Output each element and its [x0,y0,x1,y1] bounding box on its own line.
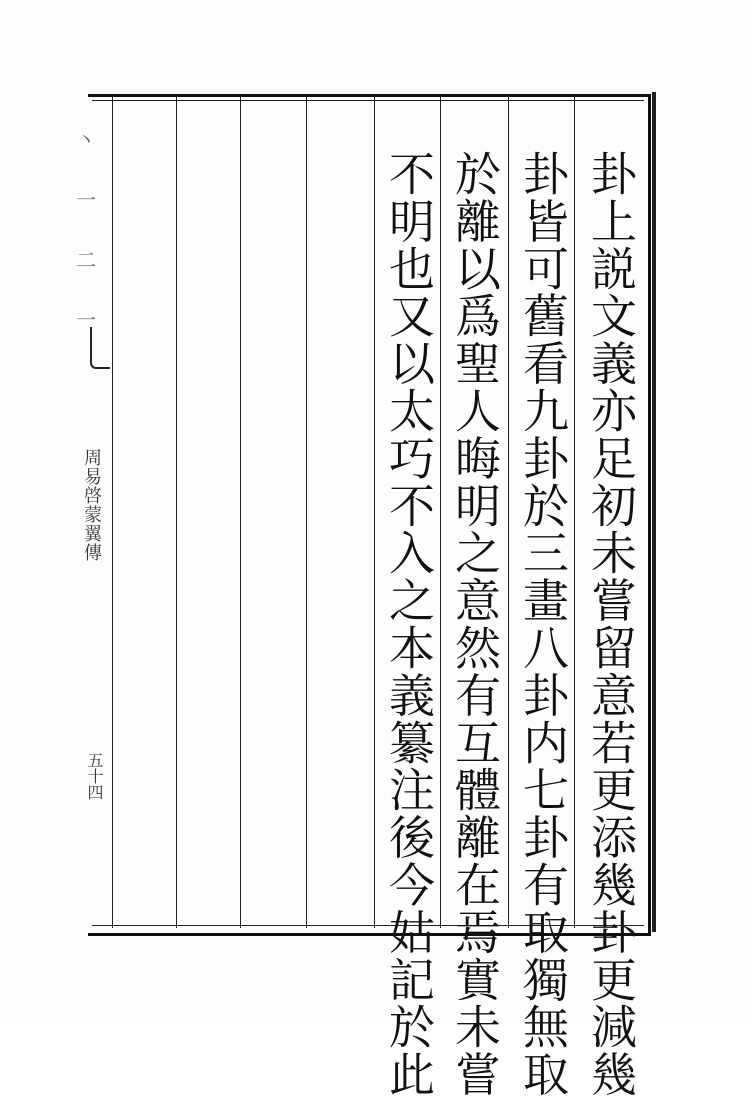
column-rule [574,96,575,928]
column-rule [176,96,177,928]
text-column-3: 於離以爲聖人晦明之意然有互體離在焉實未嘗 [448,150,502,1098]
column-rule [306,96,307,928]
margin-page-number: 五十四 [85,752,104,800]
column-rule [508,96,509,928]
column-rule [112,96,113,928]
text-column-1: 卦上説文義亦足初未嘗留意若更添幾卦更減幾 [584,150,638,1098]
right-border [652,92,656,932]
margin-marks: 丶 一 二 一 [76,128,96,332]
text-column-4: 不明也又以太巧不入之本義纂注後今姑記於此 [382,150,436,1098]
text-column-2: 卦皆可舊看九卦於三畫八卦内七卦有取獨無取 [516,150,570,1098]
fish-tail-mark [90,327,110,369]
margin-book-title: 周易啓蒙翼傳 [81,448,102,562]
column-rule [374,96,375,928]
column-rule [440,96,441,928]
column-rule [240,96,241,928]
